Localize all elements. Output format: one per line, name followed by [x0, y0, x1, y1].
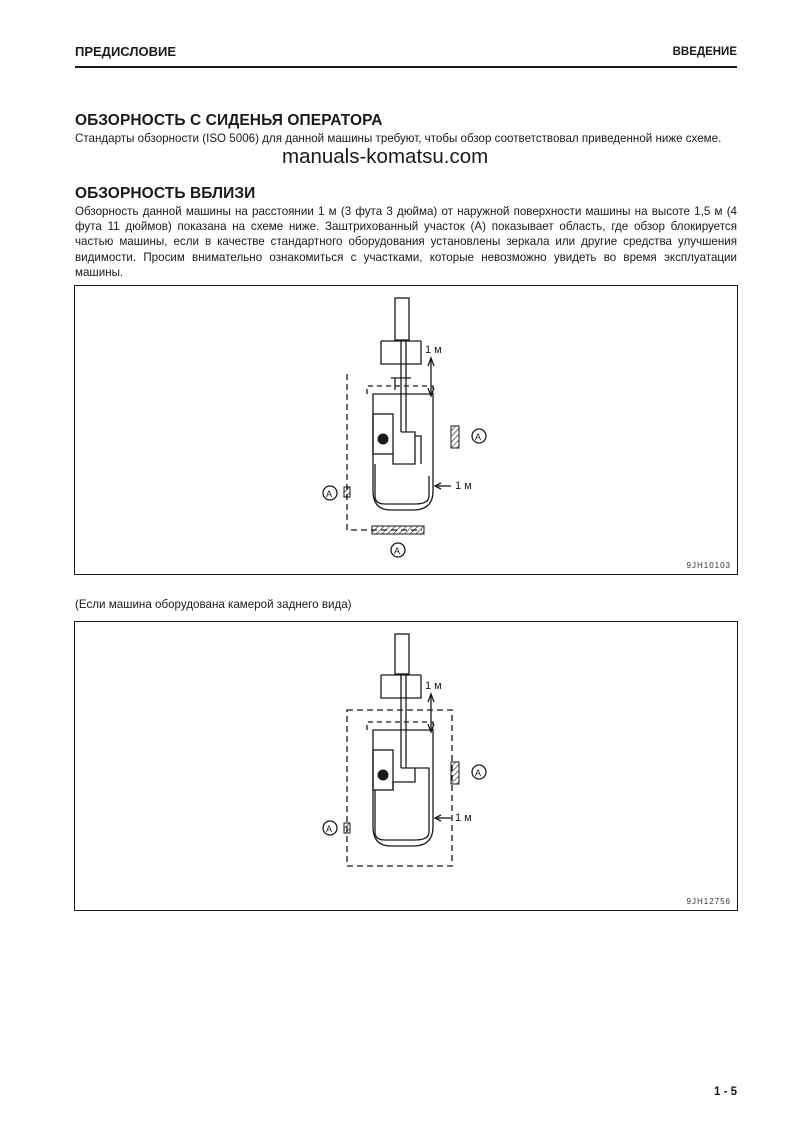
figure-code: 9JH12756: [686, 897, 731, 906]
section-text-near-visibility: Обзорность данной машины на расстоянии 1 м (3 фута 3 дюйма) от наружной поверхности машины на высоте 1,5 м (4 фута 11 дюймов) показана на схеме ниже. Заштрихованный участок (A) показывает область, где обзор блокируется частью машины, если в качестве стандартного оборудования установлены зеркала или другие средства улучшения видимости. Просим внимательно ознакомиться с участками, которые невозможно увидеть во время эксплуатации машины.: [75, 205, 737, 279]
watermark: manuals-komatsu.com: [282, 145, 489, 168]
header-right: ВВЕДЕНИЕ: [672, 46, 737, 58]
visibility-diagram-camera: [74, 621, 738, 911]
blind-area-left: [344, 487, 350, 497]
visibility-boundary: [347, 374, 422, 530]
operator-seat-icon: [378, 434, 389, 445]
dim-label-side: 1 м: [455, 480, 472, 492]
diagram-svg: [75, 286, 737, 574]
figure-code: 9JH10103: [686, 561, 731, 570]
dim-label-side: 1 м: [455, 812, 472, 824]
marker-label-right: A: [475, 432, 482, 442]
blind-area-right: [451, 762, 459, 784]
section-text-operator-visibility: Стандарты обзорности (ISO 5006) для данной машины требуют, чтобы обзор соответствовал приведенной ниже схеме.: [75, 132, 722, 145]
operator-seat-icon: [378, 770, 389, 781]
header-left: ПРЕДИСЛОВИЕ: [75, 44, 176, 59]
visibility-diagram-standard: [74, 285, 738, 575]
blind-area-left: [344, 823, 350, 833]
page-header: [75, 40, 737, 68]
marker-label-left: A: [326, 824, 333, 834]
dim-label-top: 1 м: [425, 680, 442, 692]
machine-body: [373, 730, 433, 846]
arm: [395, 634, 409, 674]
section-title-operator-visibility: ОБЗОРНОСТЬ С СИДЕНЬЯ ОПЕРАТОРА: [75, 112, 383, 129]
diagram-svg: [75, 622, 737, 910]
arm: [395, 298, 409, 340]
blind-area-rear: [372, 526, 424, 534]
visibility-boundary: [347, 710, 452, 866]
machine-body: [373, 394, 433, 510]
section-title-near-visibility: ОБЗОРНОСТЬ ВБЛИЗИ: [75, 185, 256, 202]
figure-caption-camera: (Если машина оборудована камерой заднего вида): [75, 598, 352, 611]
marker-label-bottom: A: [394, 546, 401, 556]
dim-label-top: 1 м: [425, 344, 442, 356]
marker-label-left: A: [326, 489, 333, 499]
blind-area-right: [451, 426, 459, 448]
marker-label-right: A: [475, 768, 482, 778]
page-number: 1 - 5: [713, 1086, 737, 1098]
